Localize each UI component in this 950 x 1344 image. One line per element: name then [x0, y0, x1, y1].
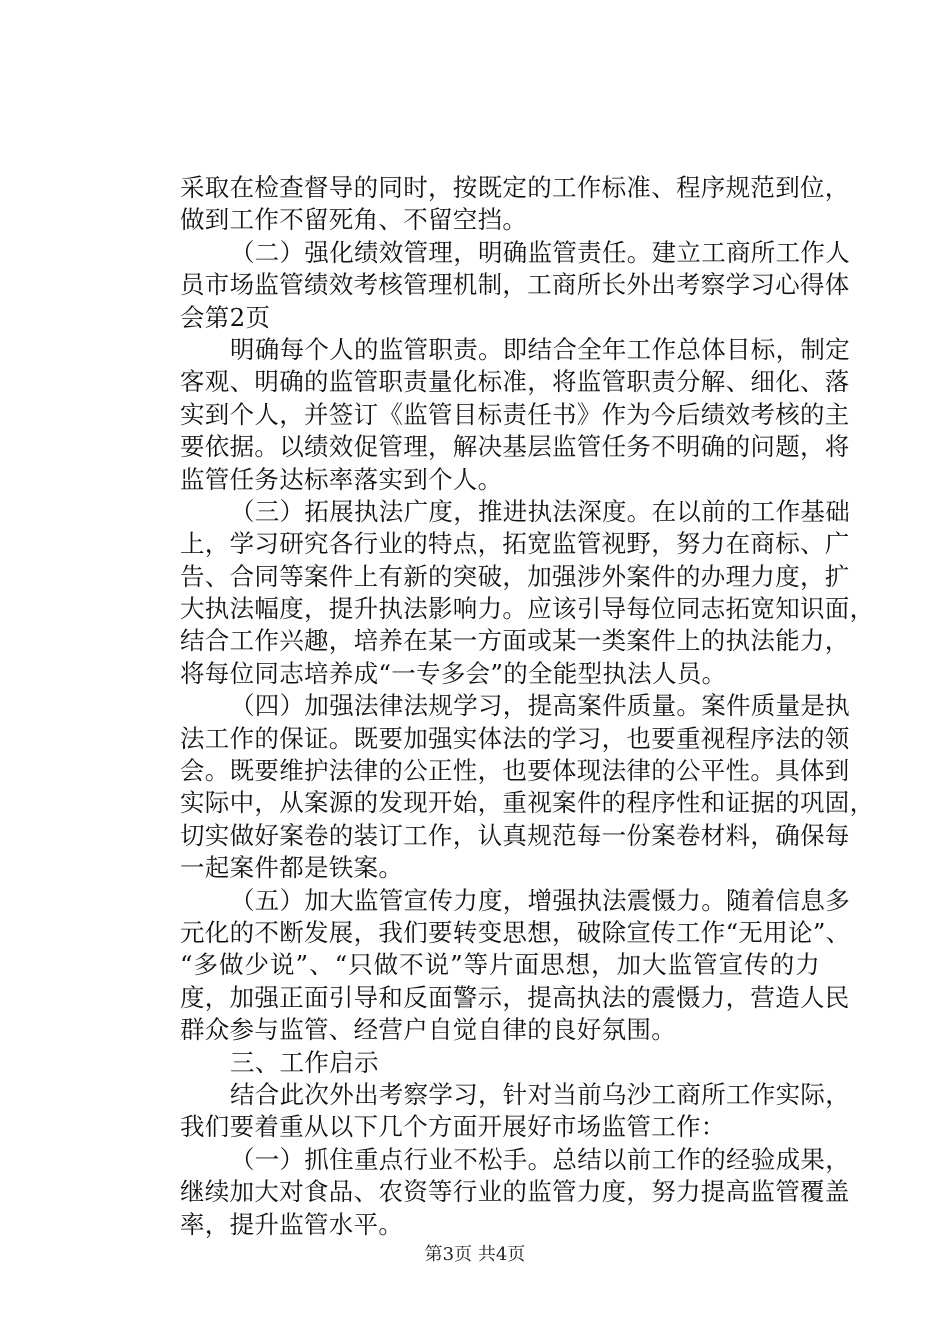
text-line: 明确每个人的监管职责。即结合全年工作总体目标，制定 — [230, 334, 850, 364]
text-line: 群众参与监管、经营户自觉自律的良好氛围。 — [180, 1015, 676, 1045]
text-line: （五）加大监管宣传力度，增强执法震慑力。随着信息多 — [230, 885, 850, 915]
text-line: 将每位同志培养成“一专多会”的全能型执法人员。 — [180, 658, 727, 688]
text-line: 上，学习研究各行业的特点，拓宽监管视野，努力在商标、广 — [180, 529, 850, 559]
text-line: 监管任务达标率落实到个人。 — [180, 464, 503, 494]
text-line: 切实做好案卷的装订工作，认真规范每一份案卷材料，确保每 — [180, 820, 850, 850]
text-line: 要依据。以绩效促管理，解决基层监管任务不明确的问题，将 — [180, 432, 850, 462]
text-line: “多做少说”、“只做不说”等片面思想，加大监管宣传的力 — [180, 950, 820, 980]
text-line: 三、工作启示 — [230, 1047, 379, 1077]
text-line: 采取在检查督导的同时，按既定的工作标准、程序规范到位， — [180, 173, 850, 202]
text-line: 做到工作不留死角、不留空挡。 — [180, 205, 528, 235]
text-line: 继续加大对食品、农资等行业的监管力度，努力提高监管覆盖 — [180, 1177, 850, 1207]
text-line: 元化的不断发展，我们要转变思想，破除宣传工作“无用论”、 — [180, 917, 851, 947]
text-line: 告、合同等案件上有新的突破，加强涉外案件的办理力度，扩 — [180, 561, 850, 591]
text-line: 客观、明确的监管职责量化标准，将监管职责分解、细化、落 — [180, 367, 850, 397]
text-line: 实到个人，并签订《监管目标责任书》作为今后绩效考核的主 — [180, 399, 850, 429]
text-line: 结合此次外出考察学习，针对当前乌沙工商所工作实际， — [230, 1079, 850, 1109]
text-line: （四）加强法律法规学习，提高案件质量。案件质量是执 — [230, 691, 850, 721]
text-line: 率，提升监管水平。 — [180, 1209, 404, 1239]
text-line: 一起案件都是铁案。 — [180, 853, 404, 883]
text-line: 法工作的保证。既要加强实体法的学习，也要重视程序法的领 — [180, 723, 850, 753]
text-line: 我们要着重从以下几个方面开展好市场监管工作： — [180, 1112, 726, 1142]
text-line: （一）抓住重点行业不松手。总结以前工作的经验成果， — [230, 1144, 850, 1174]
text-line: （二）强化绩效管理，明确监管责任。建立工商所工作人 — [230, 237, 850, 267]
text-line: 会。既要维护法律的公正性，也要体现法律的公平性。具体到 — [180, 756, 850, 786]
text-line: 大执法幅度，提升执法影响力。应该引导每位同志拓宽知识面， — [180, 594, 875, 624]
text-line: 结合工作兴趣，培养在某一方面或某一类案件上的执法能力， — [180, 626, 850, 656]
page-footer: 第3页 共4页 — [424, 1244, 526, 1265]
document-body — [180, 172, 875, 1241]
text-line: 会第2页 — [180, 302, 271, 332]
text-line: 员市场监管绩效考核管理机制，工商所长外出考察学习心得体 — [180, 270, 850, 300]
text-line: 度，加强正面引导和反面警示，提高执法的震慑力，营造人民 — [180, 982, 850, 1012]
text-line: （三）拓展执法广度，推进执法深度。在以前的工作基础 — [230, 496, 850, 526]
text-line: 实际中，从案源的发现开始，重视案件的程序性和证据的巩固， — [180, 788, 875, 818]
